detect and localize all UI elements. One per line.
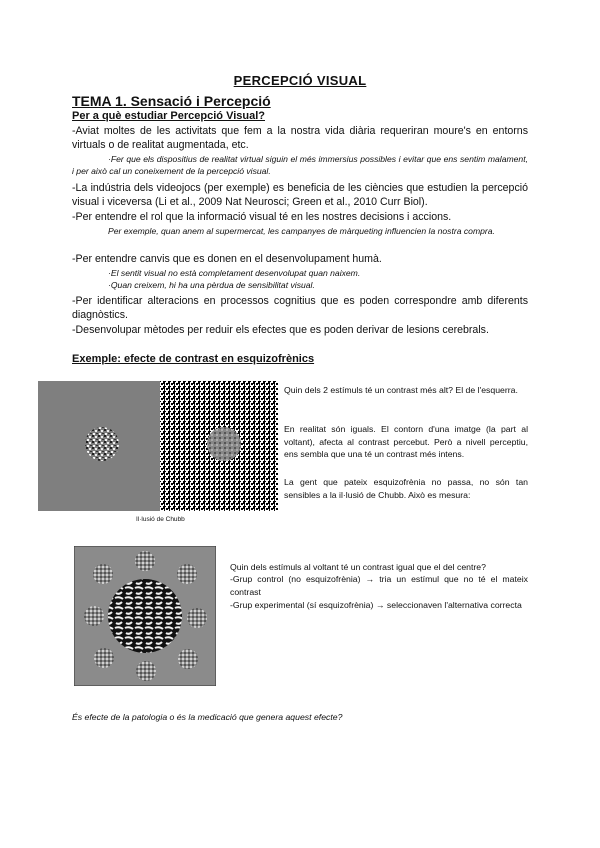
note-growth: ·Quan creixem, hi ha una pèrdua de sensibilitat visual. <box>108 280 315 290</box>
figure2-control-group: -Grup control (no esquizofrènia) → tria un estímul que no té el mateix contrast <box>230 574 528 597</box>
paragraph-decisions: -Per entendre el rol que la informació visual té en les nostres decisions i accions. <box>72 211 452 223</box>
chubb-caption: Il·lusió de Chubb <box>136 516 185 523</box>
example-heading: Exemple: efecte de contrast en esquizofrènics <box>72 353 315 365</box>
contrast-task-image <box>74 546 216 686</box>
subheading: Per a què estudiar Percepció Visual? <box>72 110 265 122</box>
note-vr: ·Fer que els dispositius de realitat virtual siguin el més immersius possibles i evitar que ens sentim malament, i per això cal un coneixement de la percepció visual. <box>72 154 528 176</box>
figure1-question: Quin dels 2 estímuls té un contrast més alt? El de l'esquerra. <box>284 385 518 395</box>
note-birth: ·El sentit visual no està completament desenvolupat quan naixem. <box>108 268 361 278</box>
closing-question: És efecte de la patologia o és la medicació que genera aquest efecte? <box>72 712 343 722</box>
contrast-task-figure <box>74 546 216 686</box>
chubb-illusion-image <box>38 381 278 511</box>
note-supermarket: Per exemple, quan anem al supermercat, les campanyes de màrqueting influencien la nostra compra. <box>108 226 495 236</box>
section-heading: TEMA 1. Sensació i Percepció <box>72 93 271 109</box>
paragraph-videogames: -La indústria dels videojocs (per exemple) es beneficia de les ciències que estudien la percepció visual i viceversa (Li et al., 2009 Nat Neurosci; Green et al., 2010 Curr Biol). <box>72 182 528 209</box>
paragraph-development: -Per entendre canvis que es donen en el desenvolupament humà. <box>72 253 382 265</box>
figure1-schizophrenia: La gent que pateix esquizofrènia no passa, no són tan sensibles a la il·lusió de Chubb. Això es mesura: <box>284 477 528 500</box>
page-title: PERCEPCIÓ VISUAL <box>233 73 367 88</box>
figure2-question: Quin dels estímuls al voltant té un contrast igual que el del centre? <box>230 562 486 572</box>
figure2-experimental-group: -Grup experimental (sí esquizofrènia) → seleccionaven l'alternativa correcta <box>230 600 522 610</box>
chubb-illusion-figure <box>38 381 278 511</box>
paragraph-diagnostics: -Per identificar alteracions en processos cognitius que es poden correspondre amb diferents diagnòstics. <box>72 295 528 322</box>
figure1-explanation: En realitat són iguals. El contorn d'una imatge (la part al voltant), afecta al contrast percebut. Però a nivell perceptiu, ens sembla que una té un contrast més intens. <box>284 424 528 460</box>
paragraph-lesions: -Desenvolupar mètodes per reduir els efectes que es poden derivar de lesions cerebrals. <box>72 324 489 336</box>
paragraph-vr: -Aviat moltes de les activitats que fem a la nostra vida diària requeriran moure's en entorns virtuals o de realitat augmentada, etc. <box>72 125 528 152</box>
